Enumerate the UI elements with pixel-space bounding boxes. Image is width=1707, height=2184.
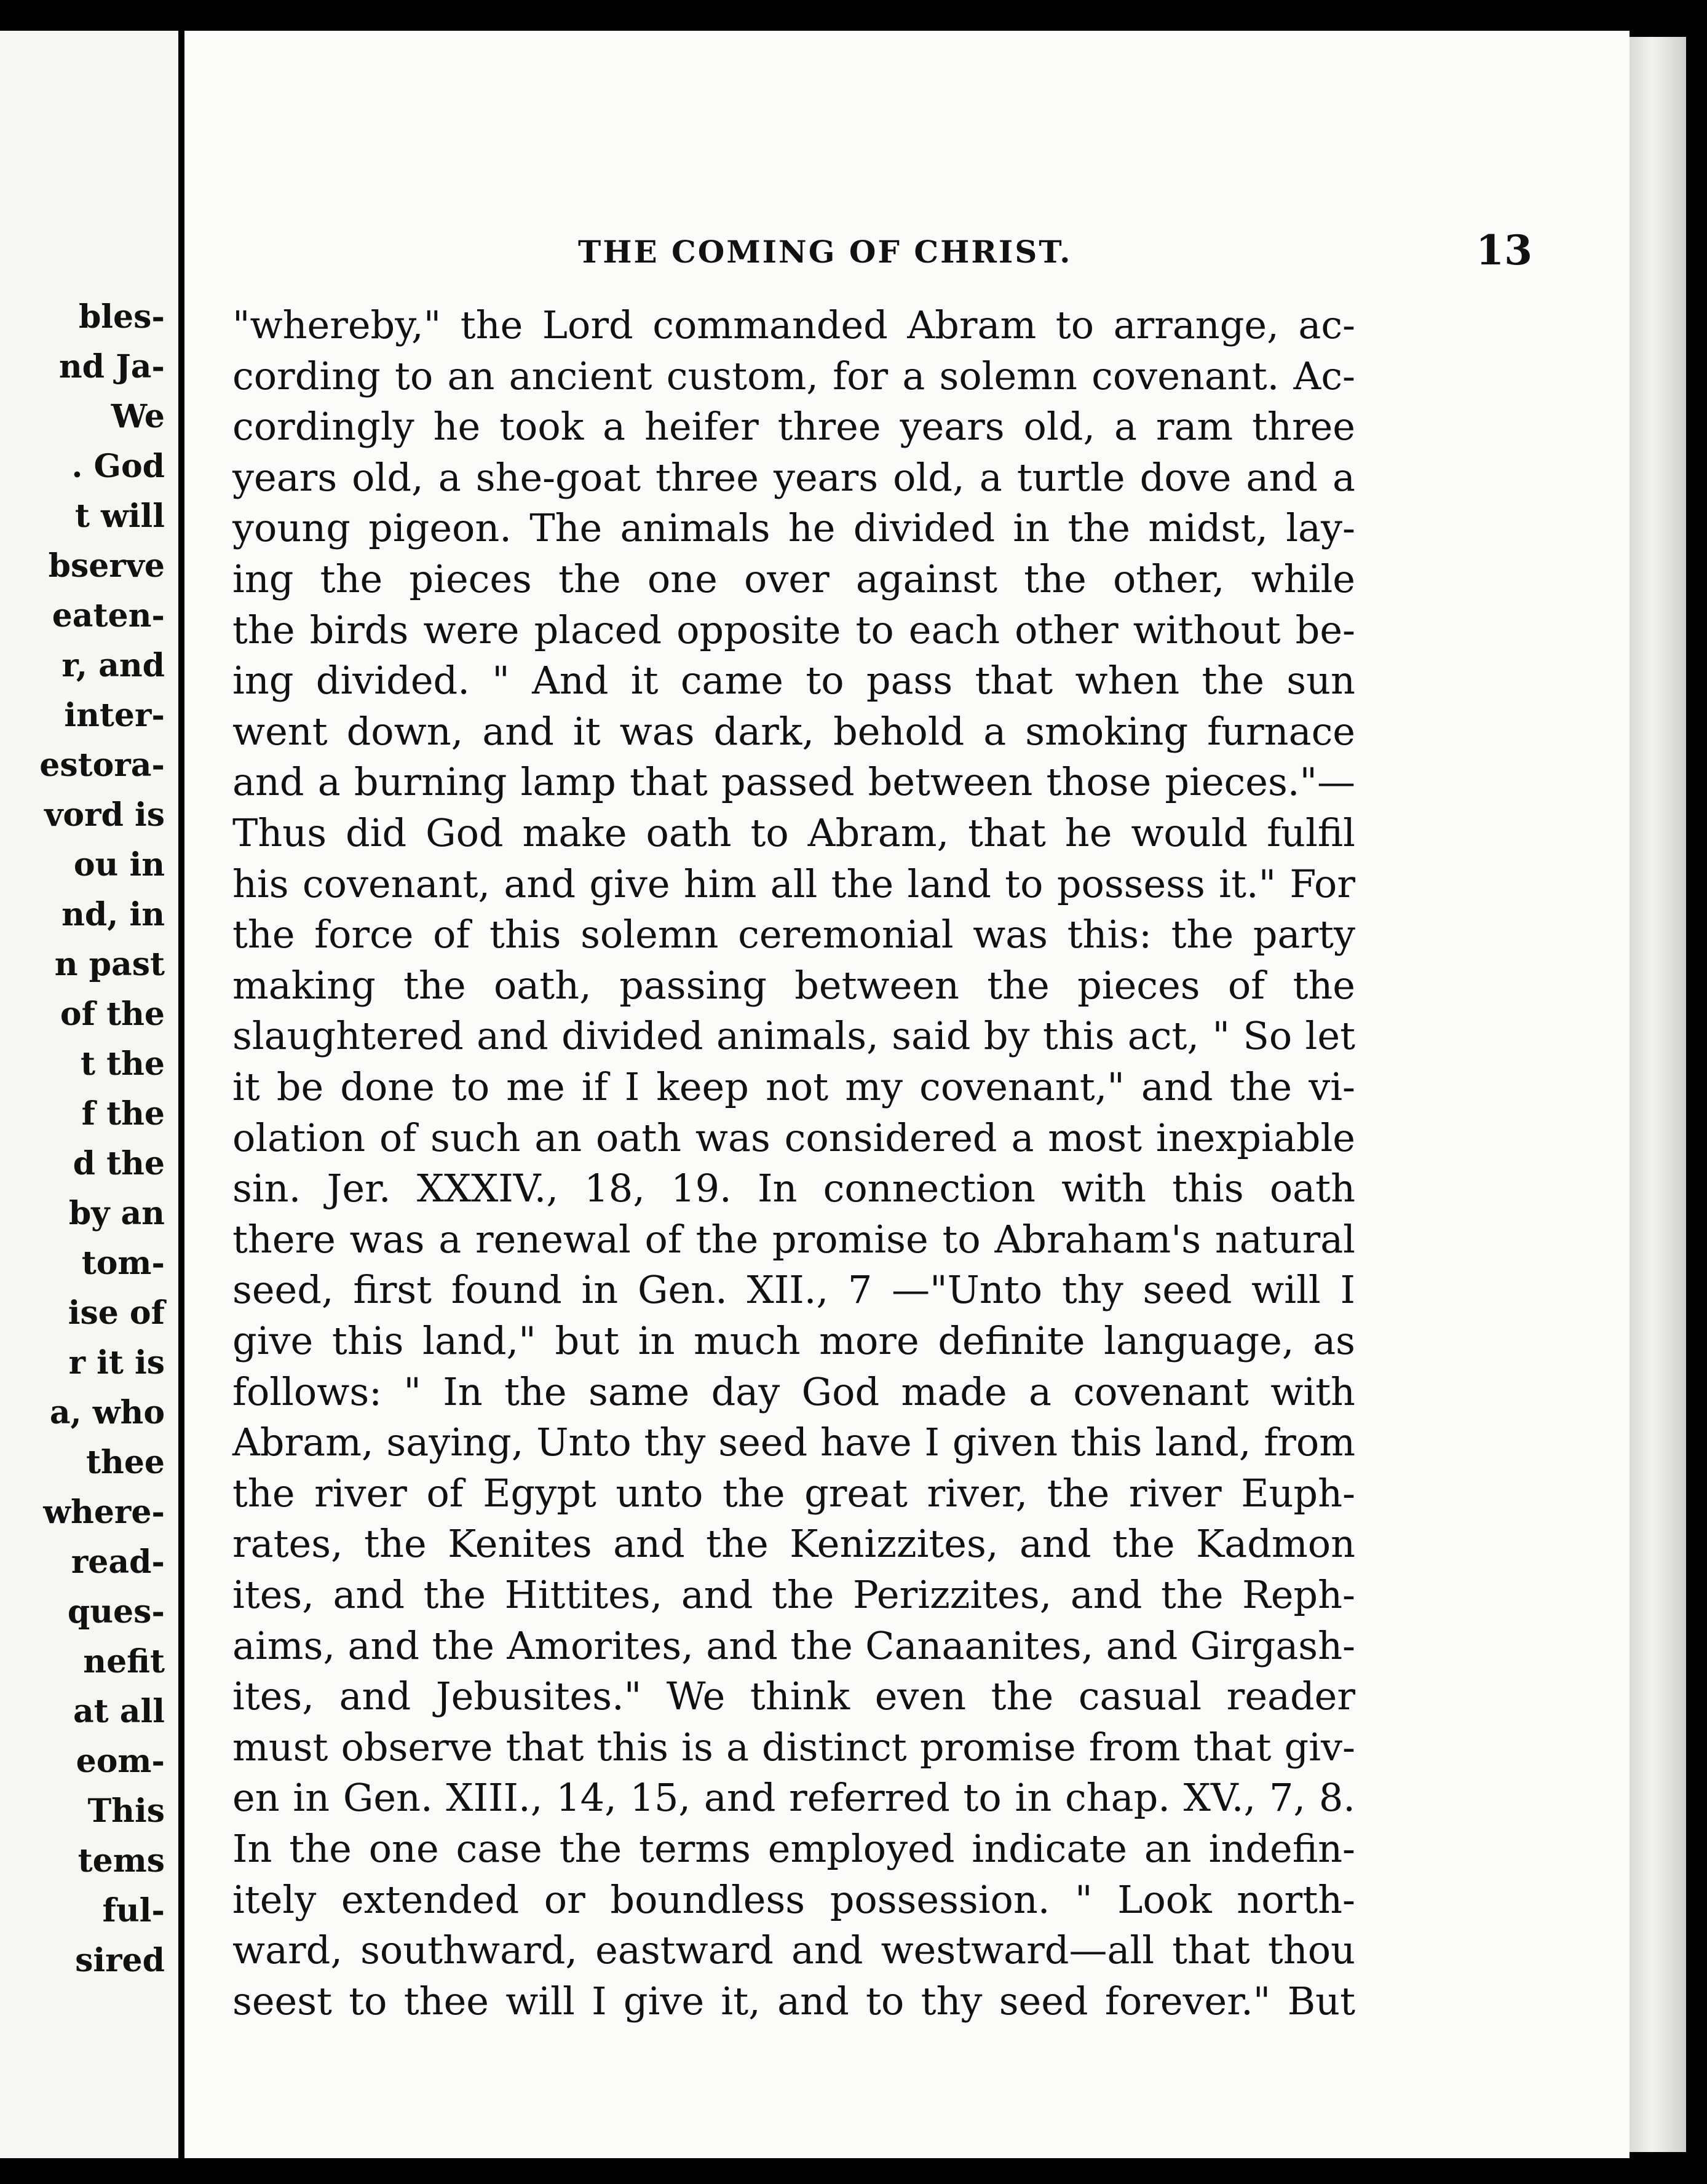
- body-line: ing the pieces the one over against the other, while: [232, 556, 1355, 601]
- body-line: In the one case the terms employed indicate an indefin-: [232, 1826, 1355, 1871]
- page-number: 13: [1476, 226, 1532, 274]
- body-line: olation of such an oath was considered a most inexpiable: [232, 1115, 1355, 1160]
- left-page-line: eom-: [76, 1743, 165, 1780]
- body-line: young pigeon. The animals he divided in the midst, lay-: [232, 505, 1355, 551]
- body-line: Abram, saying, Unto thy seed have I given this land, from: [232, 1420, 1355, 1465]
- left-page-line: nd Ja-: [58, 348, 165, 386]
- left-page-line: . God: [71, 448, 165, 485]
- body-line: his covenant, and give him all the land to possess it." For: [232, 861, 1355, 906]
- running-title: THE COMING OF CHRIST.: [578, 234, 1072, 270]
- left-page-line: t the: [80, 1045, 165, 1083]
- body-line: went down, and it was dark, behold a smoking furnace: [232, 708, 1355, 754]
- body-line: the force of this solemn ceremonial was this: the party: [232, 912, 1355, 957]
- left-page-line: vord is: [44, 796, 165, 834]
- left-page-line: n past: [54, 946, 165, 983]
- left-page-line: thee: [86, 1444, 165, 1481]
- body-line: years old, a she-goat three years old, a turtle dove and a: [232, 454, 1355, 500]
- page-edge: [1630, 37, 1686, 2152]
- body-line: aims, and the Amorites, and the Canaanites, and Girgash-: [232, 1623, 1355, 1668]
- left-page-line: estora-: [39, 746, 165, 784]
- body-line: slaughtered and divided animals, said by this act, " So let: [232, 1013, 1355, 1059]
- body-line: give this land," but in much more definite language, as: [232, 1318, 1355, 1363]
- left-page-line: ful-: [102, 1892, 165, 1929]
- body-line: sin. Jer. XXXIV., 18, 19. In connection with this oath: [232, 1166, 1355, 1211]
- left-page-line: a, who: [49, 1394, 165, 1431]
- left-page-line: read-: [71, 1543, 165, 1581]
- body-line: seed, first found in Gen. XII., 7 —"Unto thy seed will I: [232, 1267, 1355, 1313]
- left-page-line: by an: [68, 1195, 165, 1232]
- book-page: [184, 31, 1630, 2158]
- body-line: cordingly he took a heifer three years old, a ram three: [232, 404, 1355, 449]
- left-page-line: ise of: [68, 1294, 165, 1332]
- left-page-line: tems: [77, 1842, 165, 1880]
- body-line: Thus did God make oath to Abram, that he would fulfil: [232, 810, 1355, 855]
- left-page-line: at all: [73, 1693, 165, 1730]
- body-line: the river of Egypt unto the great river, the river Euph-: [232, 1470, 1355, 1516]
- body-line: seest to thee will I give it, and to thy seed forever." But: [232, 1978, 1355, 2024]
- body-line: en in Gen. XIII., 14, 15, and referred to in chap. XV., 7, 8.: [232, 1775, 1355, 1821]
- left-page-line: eaten-: [52, 597, 165, 635]
- body-line: must observe that this is a distinct promise from that giv-: [232, 1724, 1355, 1770]
- left-page-line: t will: [74, 497, 165, 535]
- body-line: ites, and Jebusites." We think even the casual reader: [232, 1674, 1355, 1719]
- body-line: ward, southward, eastward and westward—all that thou: [232, 1928, 1355, 1973]
- body-line: rates, the Kenites and the Kenizzites, and the Kadmon: [232, 1521, 1355, 1567]
- body-line: making the oath, passing between the pieces of the: [232, 962, 1355, 1008]
- left-page-line: This: [87, 1792, 165, 1830]
- body-line: there was a renewal of the promise to Abraham's natural: [232, 1216, 1355, 1262]
- left-page-line: bles-: [78, 298, 165, 336]
- left-page-line: ou in: [73, 846, 165, 884]
- left-page-fragment: [0, 31, 178, 2158]
- left-page-line: of the: [60, 995, 165, 1033]
- left-page-line: ques-: [67, 1593, 165, 1631]
- left-page-line: r, and: [61, 647, 165, 684]
- body-line: follows: " In the same day God made a covenant with: [232, 1369, 1355, 1414]
- left-page-line: where-: [43, 1494, 165, 1531]
- left-page-line: r it is: [68, 1344, 165, 1382]
- body-line: cording to an ancient custom, for a solemn covenant. Ac-: [232, 353, 1355, 398]
- left-page-line: inter-: [64, 697, 165, 734]
- body-line: "whereby," the Lord commanded Abram to arrange, ac-: [232, 303, 1355, 347]
- left-page-line: nefit: [83, 1643, 165, 1680]
- left-page-line: bserve: [48, 547, 165, 585]
- body-line: it be done to me if I keep not my covenant," and the vi-: [232, 1064, 1355, 1109]
- left-page-line: We: [111, 398, 165, 435]
- body-line: the birds were placed opposite to each other without be-: [232, 607, 1355, 652]
- left-page-line: nd, in: [61, 896, 165, 933]
- left-page-line: f the: [81, 1095, 165, 1133]
- left-page-line: d the: [73, 1145, 165, 1182]
- left-page-line: sired: [75, 1942, 165, 1979]
- body-line: and a burning lamp that passed between those pieces."—: [232, 759, 1355, 805]
- left-page-line: tom-: [81, 1244, 165, 1282]
- body-line: itely extended or boundless possession. " Look north-: [232, 1877, 1355, 1922]
- body-line: ing divided. " And it came to pass that when the sun: [232, 658, 1355, 703]
- body-line: ites, and the Hittites, and the Perizzites, and the Reph-: [232, 1572, 1355, 1617]
